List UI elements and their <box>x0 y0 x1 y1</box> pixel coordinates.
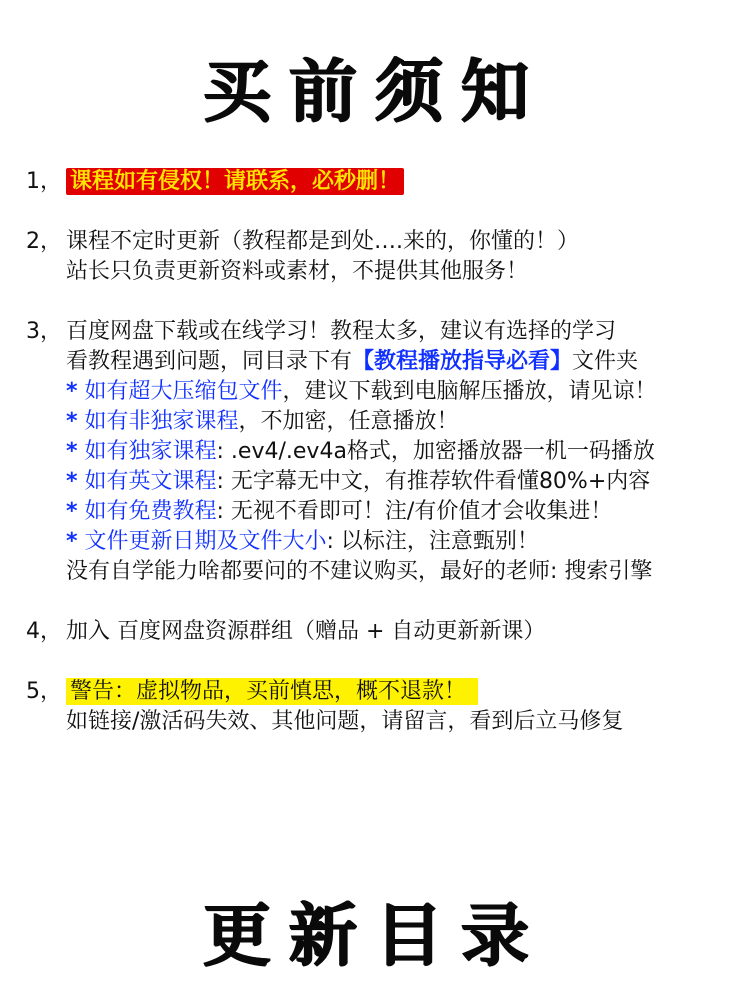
bullet-text: : 以标注，注意甄别！ <box>326 529 539 554</box>
bullet-highlight: 如有非独家课程 <box>84 409 239 434</box>
item-text: 课程不定时更新（教程都是到处….来的，你懂的！） <box>66 229 579 254</box>
bullet-star: * <box>66 439 78 464</box>
bullet-star: * <box>66 379 78 404</box>
bullet-text: : 无视不看即可！注/有价值才会收集进！ <box>216 499 613 524</box>
item-number: 4， <box>26 619 62 644</box>
section-title-update-catalog: 更新目录 <box>202 896 547 976</box>
item-number: 3， <box>26 319 62 344</box>
page-title: 买前须知 <box>202 52 547 132</box>
item-text: 文件夹 <box>572 349 639 374</box>
item-text: 看教程遇到问题，同目录下有 <box>66 349 353 374</box>
item-text: 没有自学能力啥都要问的不建议购买，最好的老师: 搜索引擎 <box>66 559 653 584</box>
bullet-star: * <box>66 529 78 554</box>
item-number: 2， <box>26 229 62 254</box>
bullet-highlight: 文件更新日期及文件大小 <box>84 529 327 554</box>
guide-folder-name: 【教程播放指导必看】 <box>352 349 573 374</box>
bullet-text: : .ev4/.ev4a格式，加密播放器一机一码播放 <box>216 439 655 464</box>
bullet-highlight: 如有超大压缩包文件 <box>84 379 283 404</box>
bullet-star: * <box>66 469 78 494</box>
item-number: 5， <box>26 679 62 704</box>
copyright-warning-text: 课程如有侵权！请联系，必秒删！ <box>66 168 404 195</box>
item-number: 1， <box>26 169 62 194</box>
bullet-text: ，建议下载到电脑解压播放，请见谅！ <box>282 379 657 404</box>
item-text: 百度网盘下载或在线学习！教程太多，建议有选择的学习 <box>66 319 617 344</box>
bullet-highlight: 如有免费教程 <box>84 499 217 524</box>
bullet-text: ，不加密，任意播放！ <box>238 409 459 434</box>
bullet-star: * <box>66 409 78 434</box>
bullet-highlight: 如有独家课程 <box>84 439 217 464</box>
item-text: 加入 百度网盘资源群组（赠品 + 自动更新新课） <box>66 619 546 644</box>
item-text: 如链接/激活码失效、其他问题，请留言，看到后立马修复 <box>66 709 624 734</box>
refund-warning-text: 警告：虚拟物品，买前慎思，概不退款！ <box>66 678 478 705</box>
item-text: 站长只负责更新资料或素材，不提供其他服务！ <box>66 259 529 284</box>
bullet-star: * <box>66 499 78 524</box>
bullet-text: : 无字幕无中文，有推荐软件看懂80%+内容 <box>216 469 651 494</box>
bullet-highlight: 如有英文课程 <box>84 469 217 494</box>
